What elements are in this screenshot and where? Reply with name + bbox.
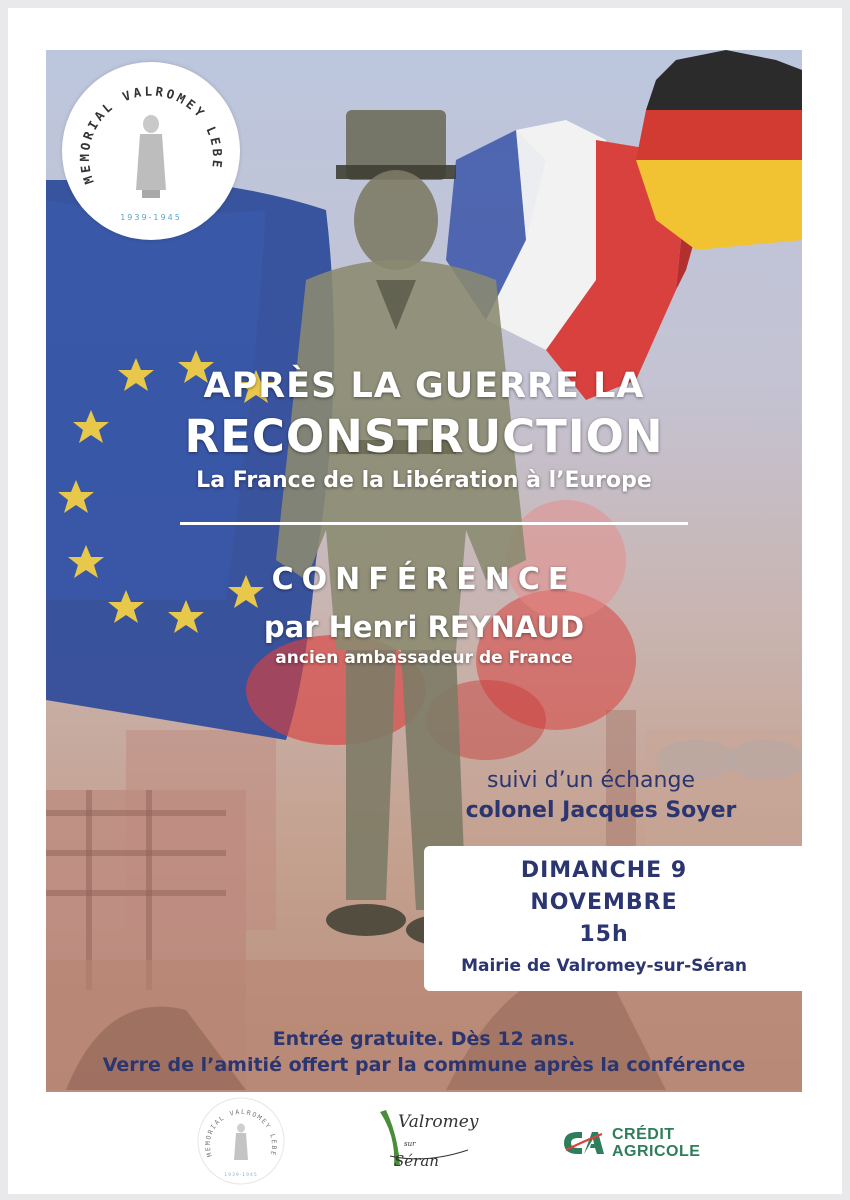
conference-label: CONFÉRENCE — [271, 562, 577, 597]
event-time: 15h — [579, 922, 629, 947]
sponsor-memorial-emblem — [196, 1096, 286, 1186]
credit-agricole-logo — [560, 1124, 720, 1164]
speaker-role: ancien ambassadeur de France — [275, 648, 573, 668]
credit-agricole-mark-icon — [560, 1128, 604, 1158]
valromey-logo-text: Valromey — [398, 1112, 479, 1132]
title-line-2: RECONSTRUCTION — [184, 410, 664, 463]
credit-agricole-line-1: CRÉDIT — [612, 1126, 675, 1143]
entry-info: Entrée gratuite. Dès 12 ans. — [272, 1028, 576, 1050]
memorial-years: 1939-1945 — [120, 213, 182, 222]
seran-logo-text: Séran — [394, 1152, 439, 1170]
credit-agricole-line-2: AGRICOLE — [612, 1143, 701, 1160]
event-info-box — [424, 846, 802, 991]
memorial-ring-text: MEMORIAL VALROMEY LEBE — [76, 83, 226, 187]
sponsor-memorial-ring-text: MEMORIAL VALROMEY LEBE — [203, 1107, 279, 1158]
reception-info: Verre de l’amitié offert par la commune après la conférence — [102, 1054, 746, 1076]
sponsor-memorial-logo — [196, 1096, 286, 1186]
event-day: DIMANCHE 9 — [520, 858, 688, 883]
sponsor-memorial-years: 1939-1945 — [224, 1173, 258, 1178]
poster — [46, 50, 802, 1092]
exchange-guest: colonel Jacques Soyer — [465, 798, 737, 823]
memorial-logo-emblem — [62, 62, 240, 240]
german-flag-map-illustration — [636, 50, 802, 250]
title-line-1: APRÈS LA GUERRE LA — [203, 366, 645, 406]
speaker-name: par Henri REYNAUD — [263, 610, 585, 644]
credit-agricole-text — [612, 1126, 700, 1160]
event-venue: Mairie de Valromey-sur-Séran — [461, 956, 747, 976]
valromey-logo-sur: sur — [404, 1140, 416, 1148]
valromey-sur-seran-logo — [376, 1106, 479, 1180]
title-divider — [180, 522, 688, 525]
event-month: NOVEMBRE — [530, 890, 678, 915]
memorial-logo — [62, 62, 240, 240]
exchange-intro: suivi d’un échange — [487, 768, 695, 793]
subtitle: La France de la Libération à l’Europe — [196, 468, 652, 493]
